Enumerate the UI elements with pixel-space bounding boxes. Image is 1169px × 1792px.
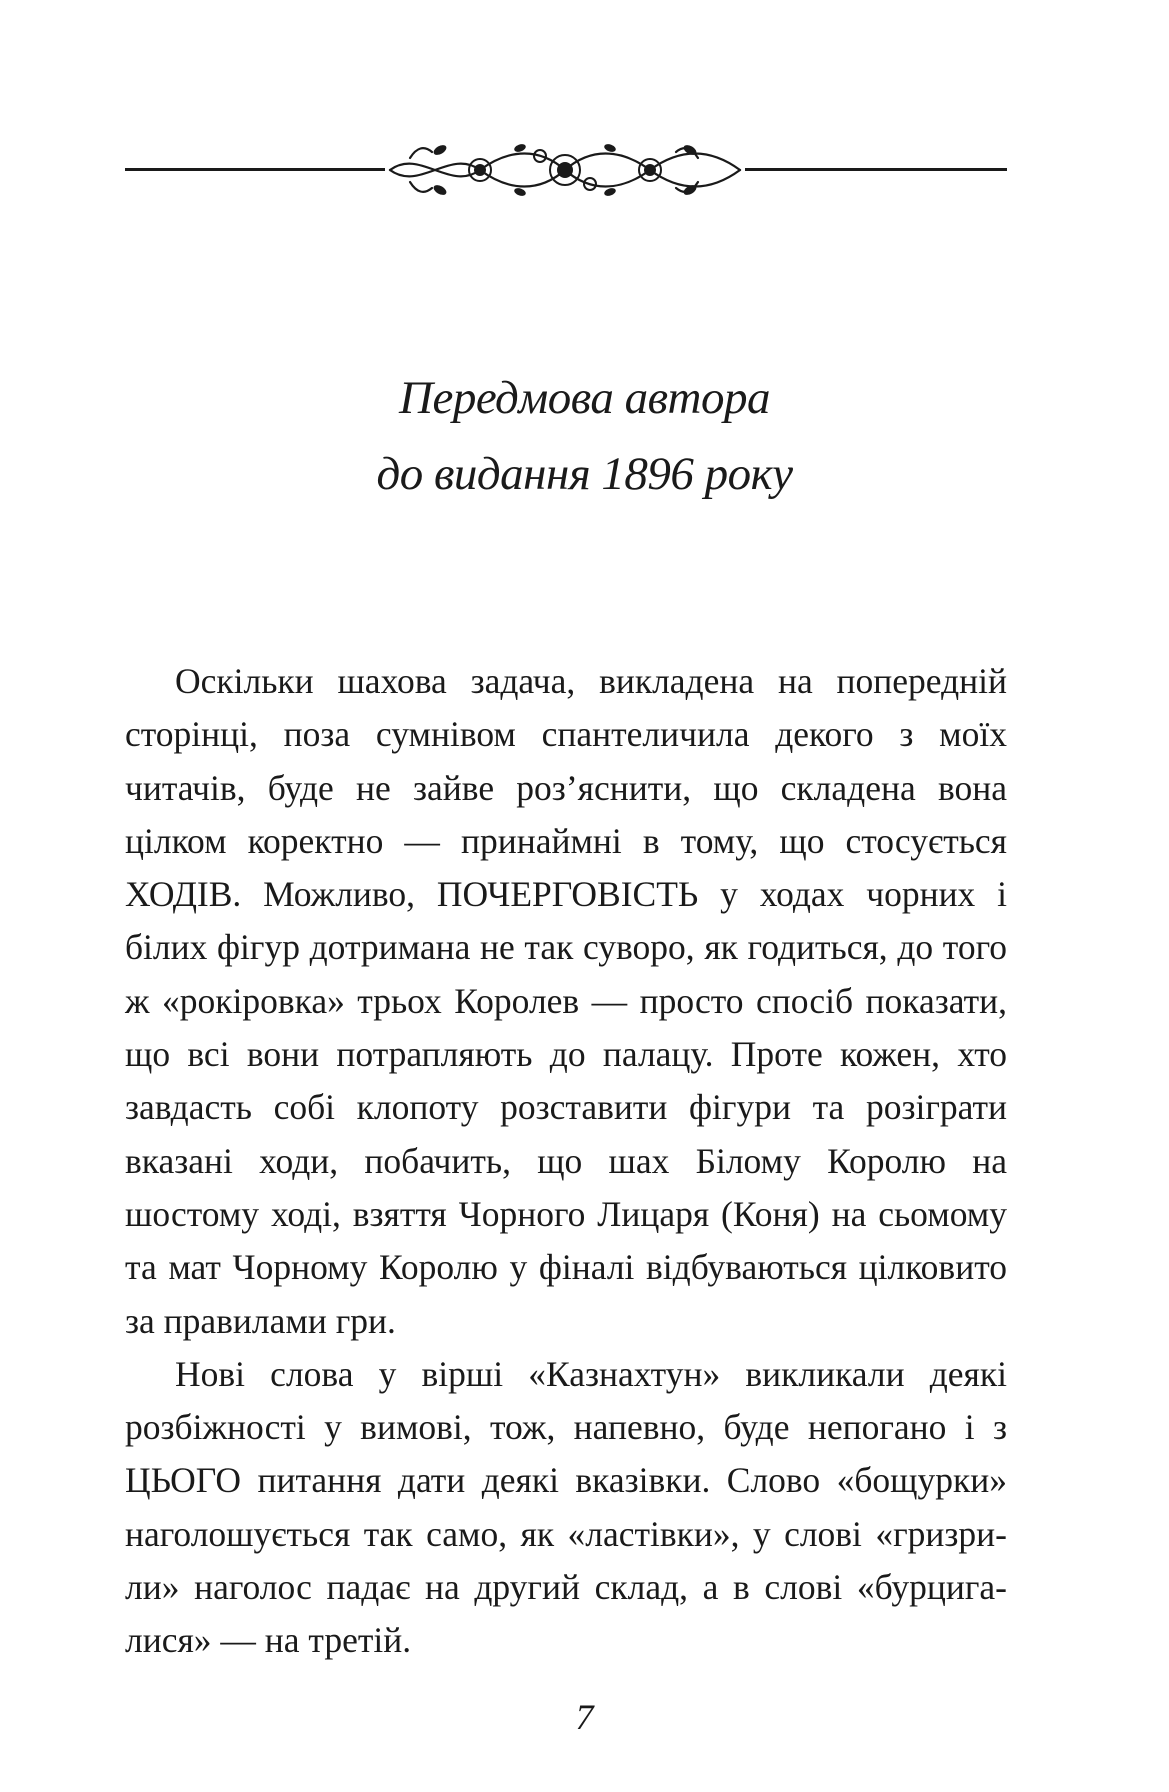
chapter-title [0,360,1169,512]
floral-vignette-icon [380,128,750,212]
body-text [125,655,1007,1668]
ornament-rule-left [125,168,385,171]
ornament-rule-right [745,168,1007,171]
header-ornament [125,128,1007,212]
chapter-title-line-1: Передмова автора [399,372,770,424]
chapter-title-line-2: до видання 1896 року [376,448,793,500]
paragraph: Оскільки шахова задача, викладена на попередній сторінці, поза сумнівом спантеличила декого з моїх читачів, буде не зайве роз’яснити, що складена вона цілком коректно — принаймні в тому, що стосується ХОДІВ. Можливо, ПОЧЕРГОВІСТЬ у ходах чорних і білих фігур дотримана не так суворо, як годиться, до того ж «рокіровка» трьох Королев — просто спосіб показати, що всі вони потрапляють до палацу. Проте кожен, хто завдасть собі клопоту розставити фігури та розіграти вказані ходи, побачить, що шах Білому Королю на шостому ході, взяття Чорного Лицаря (Коня) на сьомому та мат Чорному Королю у фіналі відбуваються цілковито за правилами гри. [125,661,1007,1341]
paragraph: Нові слова у вірші «Казнахтун» викликали деякі розбіжності у вимові, тож, напевно, буде непогано і з ЦЬОГО питання дати деякі вказівки. Слово «бощурки» наголошується так само, як «ластівки», у слові «гризрили» наголос падає на другий склад, а в слові «бурцигалися» — на третій. [125,1353,1007,1661]
page-number: 7 [575,1697,594,1737]
